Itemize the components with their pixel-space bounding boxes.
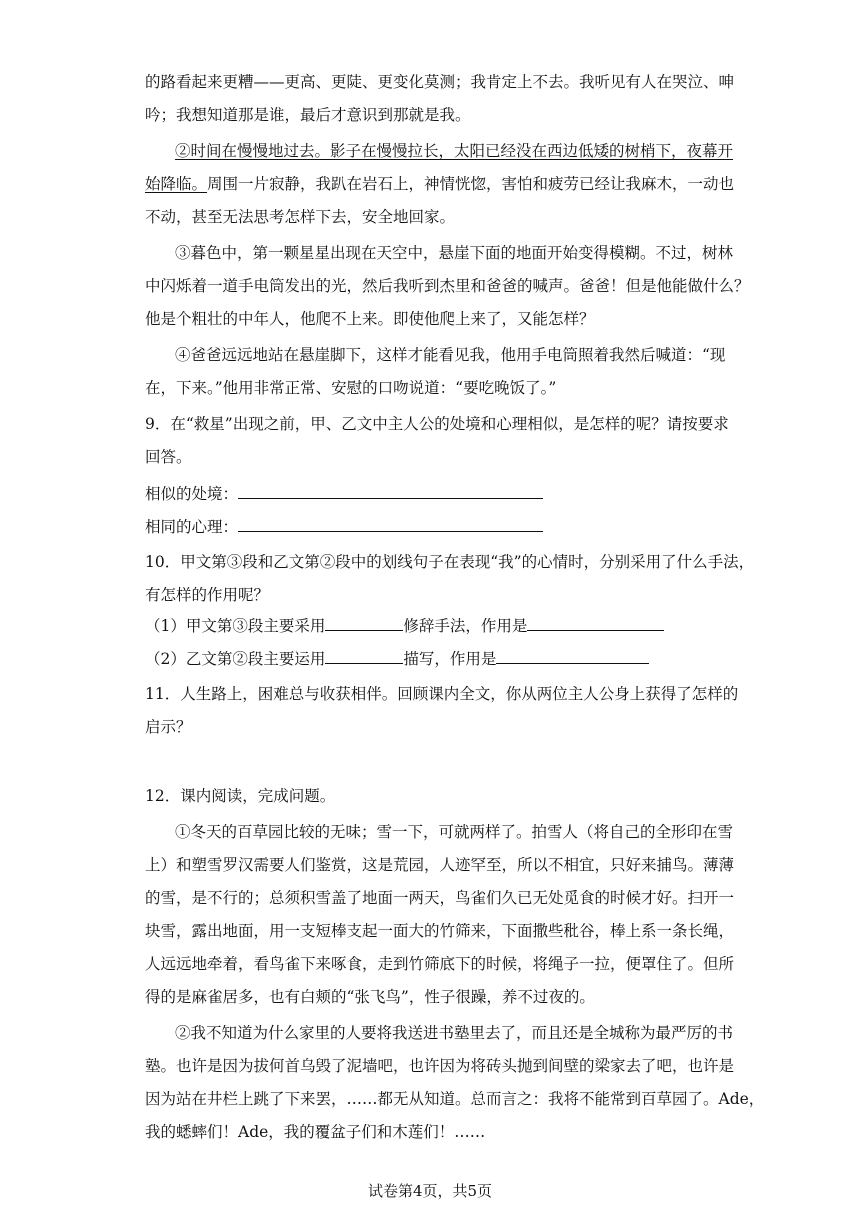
- q12-passage-line: 人远远地牵着，看鸟雀下来啄食，走到竹筛底下的时候，将绳子一拉，便罩住了。但所: [145, 955, 735, 973]
- q10-sub2-blank-effect[interactable]: [496, 647, 649, 664]
- question-10-stem: 有怎样的作用呢？: [145, 586, 270, 604]
- q12-passage-line: 得的是麻雀居多，也有白颊的“张飞鸟”，性子很躁，养不过夜的。: [145, 988, 595, 1006]
- q12-passage-line: 塾。也许是因为拔何首乌毁了泥墙吧，也许因为将砖头抛到间壁的梁家去了吧，也许是: [145, 1057, 735, 1075]
- q10-sub1-blank-effect[interactable]: [527, 614, 664, 631]
- q10-sub2-text: （2）乙文第②段主要运用: [145, 650, 326, 668]
- question-12-stem: 12．课内阅读，完成问题。: [145, 787, 336, 805]
- question-10-stem: 10．甲文第③段和乙文第②段中的划线句子在表现“我”的心情时，分别采用了什么手法，: [145, 553, 755, 571]
- passage-line: 在，下来。”他用非常正常、安慰的口吻说道：“要吃晚饭了。”: [145, 379, 557, 397]
- q12-passage-line: 因为站在井栏上跳了下来罢，……都无从知道。总而言之：我将不能常到百草园了。Ade，: [145, 1090, 765, 1108]
- passage-text: 周围一片寂静，我趴在岩石上，神情恍惚，害怕和疲劳已经让我麻木，一动也: [207, 175, 735, 193]
- question-9-stem: 回答。: [145, 448, 192, 466]
- question-9-stem: 9．在“救星”出现之前，甲、乙文中主人公的处境和心理相似，是怎样的呢？请按要求: [145, 415, 729, 433]
- passage-line: 吟；我想知道那是谁，最后才意识到那就是我。: [145, 106, 471, 124]
- q12-passage-line: 上）和塑雪罗汉需要人们鉴赏，这是荒园，人迹罕至，所以不相宜，只好来捕鸟。薄薄: [145, 856, 735, 874]
- question-11-stem: 11．人生路上，困难总与收获相伴。回顾课内全文，你从两位主人公身上获得了怎样的: [145, 685, 739, 703]
- q10-sub2: [145, 647, 715, 670]
- q9-label-situation: 相似的处境：: [145, 485, 239, 503]
- passage-para2-line1: [175, 140, 734, 162]
- q12-passage-line: ②我不知道为什么家里的人要将我送进书塾里去了，而且还是全城称为最严厉的书: [175, 1024, 734, 1042]
- passage-line: 不动，甚至无法思考怎样下去，安全地回家。: [145, 208, 456, 226]
- q10-sub1-text: （1）甲文第③段主要采用: [145, 617, 326, 635]
- passage-line: ④爸爸远远地站在悬崖脚下，这样才能看见我，他用手电筒照着我然后喊道：“现: [175, 346, 726, 364]
- q12-passage-line: ①冬天的百草园比较的无味；雪一下，可就两样了。拍雪人（将自己的全形印在雪: [175, 823, 734, 841]
- q12-passage-line: 的雪，是不行的；总须积雪盖了地面一两天，鸟雀们久已无处觅食的时候才好。扫开一: [145, 889, 735, 907]
- q9-answer-blank-situation[interactable]: [238, 482, 543, 499]
- q12-passage-line: 块雪，露出地面，用一支短棒支起一面大的竹筛来，下面撒些秕谷，棒上系一条长绳，: [145, 922, 735, 940]
- passage-line: 他是个粗壮的中年人，他爬不上来。即使他爬上来了，又能怎样？: [145, 310, 595, 328]
- underlined-sentence: ②时间在慢慢地过去。影子在慢慢拉长，太阳已经没在西边低矮的树梢下，夜幕开: [175, 142, 734, 160]
- q10-sub1: [145, 614, 715, 637]
- page-footer: 试卷第4页，共5页: [367, 1182, 493, 1200]
- q12-passage-line: 我的蟋蟀们！Ade，我的覆盆子们和木莲们！……: [145, 1123, 486, 1141]
- question-11-stem: 启示？: [145, 718, 192, 736]
- q9-label-mood: 相同的心理：: [145, 518, 239, 536]
- q10-sub1-text: 修辞手法，作用是: [403, 617, 528, 635]
- q10-sub1-blank-device[interactable]: [325, 614, 403, 631]
- q9-answer-row-1: [145, 482, 715, 505]
- q9-answer-row-2: [145, 515, 715, 538]
- underlined-sentence-end: 始降临。: [145, 175, 208, 193]
- passage-para2-line2: [145, 173, 735, 195]
- q10-sub2-text: 描写，作用是: [403, 650, 497, 668]
- q9-answer-blank-mood[interactable]: [238, 515, 543, 532]
- q10-sub2-blank-method[interactable]: [325, 647, 403, 664]
- passage-line: ③暮色中，第一颗星星出现在天空中，悬崖下面的地面开始变得模糊。不过，树林: [175, 244, 734, 262]
- passage-line: 中闪烁着一道手电筒发出的光，然后我听到杰里和爸爸的喊声。爸爸！但是他能做什么？: [145, 277, 750, 295]
- passage-line: 的路看起来更糟——更高、更陡、更变化莫测；我肯定上不去。我听见有人在哭泣、呻: [145, 73, 735, 91]
